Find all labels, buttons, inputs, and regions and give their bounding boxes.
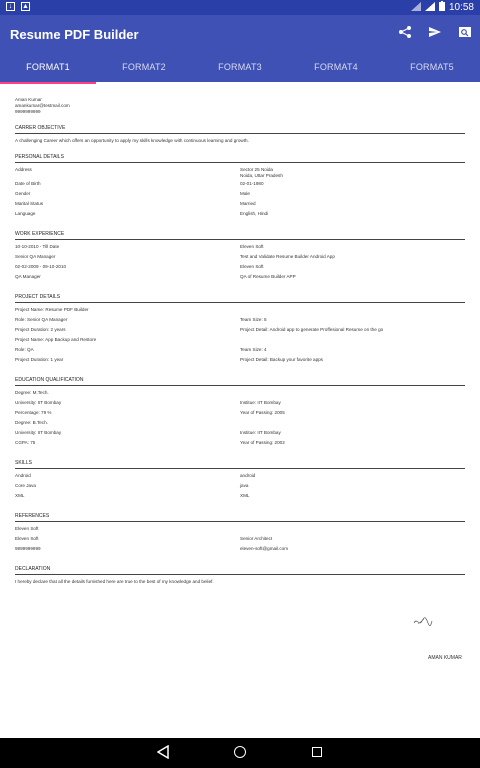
recent-apps-icon[interactable] [312, 747, 322, 757]
divider [15, 521, 465, 522]
education-left: CGPA: 75 [15, 440, 36, 445]
status-bar [0, 0, 480, 15]
home-icon[interactable] [234, 746, 246, 758]
education-right: Year of Passing: 2002 [240, 440, 285, 445]
clock-time: 10:58 [448, 2, 474, 13]
project-right: Team Size: 5 [240, 317, 267, 322]
skill-left: XML [15, 493, 25, 498]
personal-row [15, 181, 465, 191]
divider [15, 385, 465, 386]
battery-icon [439, 1, 445, 14]
education-right: Institue: IIT Bombay [240, 430, 281, 435]
project-row [15, 307, 465, 317]
project-row [15, 317, 465, 327]
work-row [15, 244, 465, 254]
education-left: University: IIT Bombay [15, 430, 62, 435]
resume-email: amankumar@testmail.com [15, 103, 70, 108]
reference-right [240, 526, 465, 536]
education-row [15, 420, 465, 430]
work-row [15, 254, 465, 264]
education-left: Degree: M.Tech. [15, 390, 49, 395]
personal-value: Married [240, 201, 256, 206]
objective-text: A challenging Career which offers an opportunity to apply my skills knowledge with continuous learning and growth. [15, 138, 249, 143]
skill-row [15, 493, 465, 503]
wifi-icon [411, 2, 421, 14]
project-left: Project Name: Resume PDF Builder [15, 307, 89, 312]
personal-value: Noida, Uttar Pradesh [240, 173, 283, 178]
divider [15, 574, 465, 575]
section-title-work: WORK EXPERIENCE [15, 231, 65, 237]
tab-format4[interactable]: FORMAT4 [314, 62, 358, 72]
reference-row [15, 536, 465, 546]
education-left: University: IIT Bombay [15, 400, 62, 405]
project-left: Role: QA [15, 347, 34, 352]
education-right: Institue: IIT Bombay [240, 400, 281, 405]
work-left: 10-10-2010 - Till Date [15, 244, 60, 249]
section-title-skills: SKILLS [15, 460, 32, 466]
reference-row [15, 546, 465, 556]
personal-value: Male [240, 191, 250, 196]
skill-left: Core Java [15, 483, 36, 488]
work-left: QA Manager [15, 274, 41, 279]
project-row [15, 327, 465, 337]
skill-right: java [240, 483, 249, 488]
signature-image [413, 615, 433, 629]
project-row [15, 357, 465, 367]
project-left: Project Name: App Backup and Restore [15, 337, 97, 342]
education-row [15, 440, 465, 450]
education-row [15, 400, 465, 410]
work-row [15, 274, 465, 284]
personal-row [15, 191, 465, 201]
section-title-personal: PERSONAL DETAILS [15, 154, 64, 160]
education-right [240, 420, 465, 430]
section-title-objective: CARRER OBJECTIVE [15, 125, 66, 131]
education-row [15, 410, 465, 420]
app-bar [0, 15, 480, 55]
tab-format1[interactable]: FORMAT1 [0, 55, 96, 82]
back-icon[interactable] [157, 745, 169, 759]
section-title-declaration: DECLARATION [15, 566, 51, 572]
skill-right: XML [240, 493, 250, 498]
download-icon: ↓ [6, 2, 15, 11]
tab-format3[interactable]: FORMAT3 [218, 62, 262, 72]
work-right: QA of Resume Builder APP [240, 274, 296, 279]
divider [15, 302, 465, 303]
skill-row [15, 483, 465, 493]
navigation-bar [0, 738, 480, 768]
education-right [240, 390, 465, 400]
project-left: Project Duration: 2 years [15, 327, 66, 332]
personal-label: Language [15, 211, 36, 216]
section-title-education: EDUCATION QUALIFICATION [15, 377, 84, 383]
divider [15, 468, 465, 469]
format-tabs [0, 55, 480, 82]
project-row [15, 337, 465, 347]
personal-row [15, 167, 465, 181]
project-right: Project Detail: Android app to generate Proffesional Resume on the go [240, 327, 384, 332]
section-title-references: REFERENCES [15, 513, 50, 519]
work-right: Eleven Soft [240, 264, 264, 269]
divider [15, 133, 465, 134]
skill-right: android [240, 473, 256, 478]
resume-name: Aman Kumar [15, 97, 42, 102]
project-right: Team Size: 4 [240, 347, 267, 352]
preview-icon[interactable] [458, 25, 472, 39]
resume-preview[interactable] [15, 97, 465, 585]
personal-value: 02-01-1980 [240, 181, 264, 186]
work-left: 02-02-2009 - 09-10-2010 [15, 264, 67, 269]
education-left: Degree: B.Tech. [15, 420, 48, 425]
share-icon[interactable] [398, 25, 412, 39]
divider [15, 162, 465, 163]
reference-right: Senior Architect [240, 536, 273, 541]
resume-phone: 9999999999 [15, 109, 41, 114]
skill-row [15, 473, 465, 483]
personal-label: Address [15, 167, 32, 172]
work-row [15, 264, 465, 274]
declaration-text: I hereby declare that all the details furnished here are true to the best of my knowledge and belief. [15, 579, 214, 584]
education-row [15, 390, 465, 400]
reference-left: 9899999999 [15, 546, 41, 551]
skill-left: Android [15, 473, 31, 478]
education-left: Percentage: 79 % [15, 410, 52, 415]
personal-label: Date of Birth [15, 181, 41, 186]
personal-label: Gender [15, 191, 31, 196]
education-right: Year of Passing: 2005 [240, 410, 285, 415]
image-icon: ▲ [22, 3, 29, 10]
personal-row [15, 211, 465, 221]
personal-label: Marital Status [15, 201, 44, 206]
project-right: Project Detail: Backup your favorite apps [240, 357, 323, 362]
work-left: Senior QA Manager [15, 254, 56, 259]
project-right [240, 337, 465, 347]
project-right [240, 307, 465, 317]
project-row [15, 347, 465, 357]
signature-name: AMAN KUMAR [428, 655, 462, 661]
divider [15, 239, 465, 240]
project-left: Project Duration: 1 year [15, 357, 64, 362]
app-title: Resume PDF Builder [10, 27, 139, 42]
personal-value: English, Hindi [240, 211, 269, 216]
work-right: Test and Validate Resume Builder Android App [240, 254, 335, 259]
section-title-projects: PROJECT DETAILS [15, 294, 61, 300]
signal-icon [425, 2, 435, 14]
reference-right: eleven-soft@gmail.com [240, 546, 289, 551]
tab-format2[interactable]: FORMAT2 [122, 62, 166, 72]
work-right: Eleven Soft [240, 244, 264, 249]
personal-row [15, 201, 465, 211]
send-icon[interactable] [428, 25, 442, 39]
personal-value: Sector 25 Noida [240, 167, 273, 172]
tab-format5[interactable]: FORMAT5 [410, 62, 454, 72]
reference-row [15, 526, 465, 536]
project-left: Role: Senior QA Manager [15, 317, 68, 322]
education-row [15, 430, 465, 440]
reference-left: Eleven Soft [15, 536, 39, 541]
reference-left: Eleven Soft [15, 526, 39, 531]
